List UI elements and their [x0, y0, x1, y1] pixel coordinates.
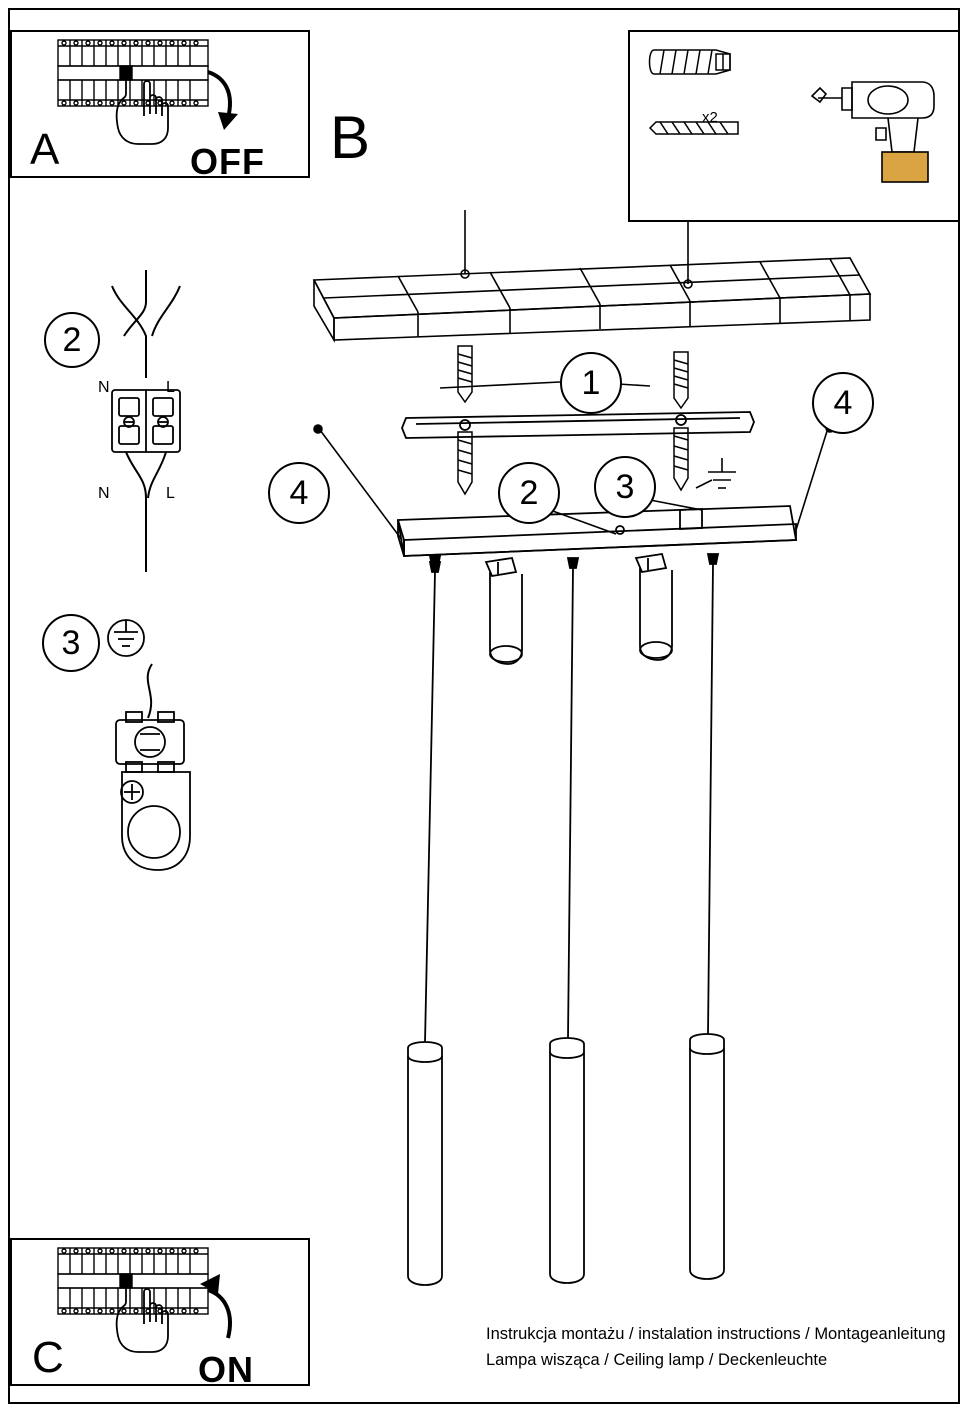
step-c-letter: C	[32, 1333, 64, 1382]
mounting-bracket-icon	[402, 412, 754, 438]
ceiling-tiles-icon	[314, 210, 870, 340]
terminal-block-illustration	[90, 250, 230, 580]
pendant-lamp-middle	[550, 558, 584, 1283]
canopy-plate	[398, 506, 796, 556]
step-a-letter: A	[30, 125, 60, 174]
curved-arrow-icon	[200, 1274, 230, 1338]
spot-lamp-upper-right	[636, 554, 672, 660]
pendant-lamp-right	[690, 554, 724, 1279]
terminal-label-n-top: N	[98, 379, 110, 396]
wall-plug-right-icon	[674, 352, 688, 408]
callout-3-left: 3	[42, 614, 100, 672]
terminal-label-l-bottom: L	[166, 485, 175, 502]
screw-right-icon	[674, 428, 688, 490]
step-a-box	[10, 30, 310, 182]
step-b-letter: B	[330, 104, 371, 171]
terminal-block-icon	[112, 390, 180, 452]
terminal-label-n-bottom: N	[98, 485, 110, 502]
quantity-label: x2	[702, 109, 718, 126]
step-a-label: OFF	[190, 141, 265, 182]
pendant-lamp-left	[408, 562, 442, 1285]
callout-3-main: 3	[594, 456, 656, 518]
step-c-box	[10, 1238, 310, 1390]
earth-ground-main-icon	[708, 458, 736, 488]
callout-4-right: 4	[812, 372, 874, 434]
step-c-label: ON	[198, 1349, 254, 1390]
wall-plug-icon	[650, 50, 731, 74]
step-b-box	[628, 30, 960, 222]
power-drill-icon	[812, 82, 934, 182]
terminal-label-l-top: L	[166, 379, 175, 396]
screw-icon	[650, 122, 738, 134]
screw-left-icon	[458, 432, 472, 494]
step-b-illustration	[630, 32, 958, 220]
callout-2-main: 2	[498, 462, 560, 524]
curved-arrow-icon	[208, 72, 238, 130]
footer-line-1: Instrukcja montażu / instalation instructions / Montageanleitung	[486, 1325, 946, 1343]
wall-plug-left-icon	[458, 346, 472, 402]
earth-terminal-illustration	[96, 606, 226, 896]
callout-1: 1	[560, 352, 622, 414]
callout-4-left: 4	[268, 462, 330, 524]
earth-ground-icon	[108, 620, 144, 656]
callout-2-left: 2	[44, 312, 100, 368]
footer-line-2: Lampa wisząca / Ceiling lamp / Deckenleuchte	[486, 1351, 828, 1369]
spot-lamp-upper-left	[430, 556, 522, 664]
